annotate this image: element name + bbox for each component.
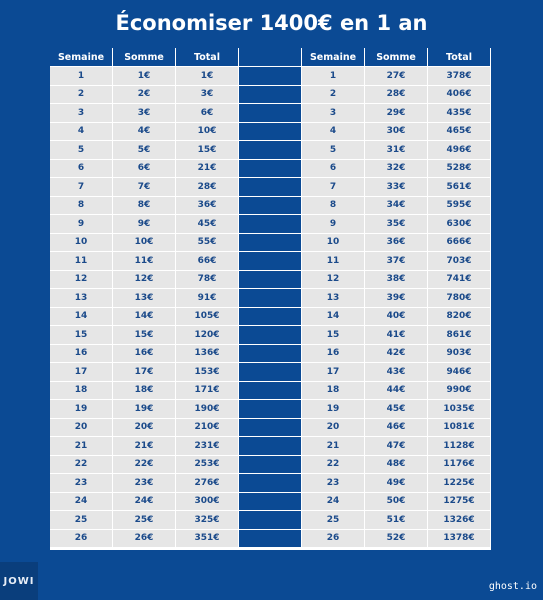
middle-divider-cell	[239, 48, 302, 67]
right-table-cell: 9	[302, 215, 365, 234]
right-table-cell: 595€	[428, 197, 491, 216]
right-table-cell: 37€	[365, 252, 428, 271]
right-table-cell: 26	[302, 530, 365, 549]
jowi-logo: JOWI	[0, 562, 38, 600]
right-table-cell: 22	[302, 456, 365, 475]
right-table-cell: 1081€	[428, 419, 491, 438]
middle-divider-cell	[239, 141, 302, 160]
right-table-cell: 13	[302, 289, 365, 308]
left-table-cell: 1€	[176, 67, 239, 86]
left-table-cell: 11	[50, 252, 113, 271]
left-header-cell: Semaine	[50, 48, 113, 67]
right-table-cell: 666€	[428, 234, 491, 253]
watermark: ghost.io	[488, 581, 537, 592]
left-table-cell: 15€	[113, 326, 176, 345]
left-table-cell: 10€	[176, 123, 239, 142]
right-table-cell: 10	[302, 234, 365, 253]
middle-divider-cell	[239, 67, 302, 86]
left-table-cell: 66€	[176, 252, 239, 271]
left-table-cell: 15€	[176, 141, 239, 160]
right-table-cell: 45€	[365, 400, 428, 419]
left-table-cell: 21€	[113, 437, 176, 456]
middle-divider-cell	[239, 178, 302, 197]
middle-divider-cell	[239, 511, 302, 530]
left-table-cell: 3	[50, 104, 113, 123]
left-table-cell: 7	[50, 178, 113, 197]
right-table-cell: 46€	[365, 419, 428, 438]
right-table-cell: 19	[302, 400, 365, 419]
right-table-cell: 43€	[365, 363, 428, 382]
left-table-cell: 10	[50, 234, 113, 253]
left-table-cell: 6	[50, 160, 113, 179]
middle-divider-cell	[239, 363, 302, 382]
right-table-cell: 24	[302, 493, 365, 512]
left-table-cell: 78€	[176, 271, 239, 290]
left-table-cell: 24	[50, 493, 113, 512]
left-table-cell: 17	[50, 363, 113, 382]
right-header-cell: Somme	[365, 48, 428, 67]
left-table-cell: 14€	[113, 308, 176, 327]
left-table-cell: 36€	[176, 197, 239, 216]
right-table-cell: 16	[302, 345, 365, 364]
left-table-cell: 253€	[176, 456, 239, 475]
right-table-cell: 1176€	[428, 456, 491, 475]
left-table-cell: 12€	[113, 271, 176, 290]
left-table-cell: 21	[50, 437, 113, 456]
right-table-cell: 25	[302, 511, 365, 530]
right-table-cell: 49€	[365, 474, 428, 493]
left-table-cell: 300€	[176, 493, 239, 512]
right-table-cell: 40€	[365, 308, 428, 327]
left-table-cell: 9€	[113, 215, 176, 234]
right-header-cell: Total	[428, 48, 491, 67]
left-table-cell: 136€	[176, 345, 239, 364]
left-table-cell: 7€	[113, 178, 176, 197]
left-table-cell: 8	[50, 197, 113, 216]
right-header-cell: Semaine	[302, 48, 365, 67]
middle-divider-cell	[239, 234, 302, 253]
right-table-cell: 35€	[365, 215, 428, 234]
left-table-cell: 8€	[113, 197, 176, 216]
right-table-cell: 29€	[365, 104, 428, 123]
right-table-cell: 38€	[365, 271, 428, 290]
middle-divider-cell	[239, 271, 302, 290]
right-table-cell: 11	[302, 252, 365, 271]
right-table-cell: 703€	[428, 252, 491, 271]
right-table-cell: 496€	[428, 141, 491, 160]
middle-divider-cell	[239, 530, 302, 549]
left-table-cell: 11€	[113, 252, 176, 271]
right-table-cell: 406€	[428, 86, 491, 105]
right-table-cell: 861€	[428, 326, 491, 345]
right-table-cell: 7	[302, 178, 365, 197]
savings-table	[50, 48, 491, 550]
left-table-cell: 91€	[176, 289, 239, 308]
right-table-cell: 27€	[365, 67, 428, 86]
left-table-cell: 3€	[113, 104, 176, 123]
left-table-cell: 55€	[176, 234, 239, 253]
right-table-cell: 780€	[428, 289, 491, 308]
middle-divider-cell	[239, 382, 302, 401]
right-table-cell: 30€	[365, 123, 428, 142]
middle-divider-cell	[239, 474, 302, 493]
middle-divider-cell	[239, 400, 302, 419]
right-table-cell: 820€	[428, 308, 491, 327]
left-table-cell: 6€	[176, 104, 239, 123]
left-table-cell: 20€	[113, 419, 176, 438]
right-table-cell: 47€	[365, 437, 428, 456]
right-table-cell: 21	[302, 437, 365, 456]
left-table-cell: 276€	[176, 474, 239, 493]
right-table-cell: 378€	[428, 67, 491, 86]
left-table-cell: 28€	[176, 178, 239, 197]
left-table-cell: 120€	[176, 326, 239, 345]
right-table-cell: 1035€	[428, 400, 491, 419]
right-table-cell: 4	[302, 123, 365, 142]
right-table-cell: 946€	[428, 363, 491, 382]
right-table-cell: 50€	[365, 493, 428, 512]
left-table-cell: 16€	[113, 345, 176, 364]
right-table-cell: 465€	[428, 123, 491, 142]
right-table-cell: 42€	[365, 345, 428, 364]
left-table-cell: 18	[50, 382, 113, 401]
right-table-cell: 990€	[428, 382, 491, 401]
left-table-cell: 19€	[113, 400, 176, 419]
left-table-cell: 190€	[176, 400, 239, 419]
right-table-cell: 41€	[365, 326, 428, 345]
middle-divider-cell	[239, 419, 302, 438]
middle-divider-cell	[239, 86, 302, 105]
right-table-cell: 903€	[428, 345, 491, 364]
savings-grid	[50, 48, 491, 548]
left-table-cell: 26€	[113, 530, 176, 549]
left-table-cell: 105€	[176, 308, 239, 327]
left-table-cell: 5	[50, 141, 113, 160]
right-table-cell: 20	[302, 419, 365, 438]
right-table-cell: 14	[302, 308, 365, 327]
middle-divider-cell	[239, 308, 302, 327]
left-table-cell: 5€	[113, 141, 176, 160]
right-table-cell: 48€	[365, 456, 428, 475]
left-table-cell: 26	[50, 530, 113, 549]
middle-divider-cell	[239, 215, 302, 234]
right-table-cell: 36€	[365, 234, 428, 253]
left-table-cell: 171€	[176, 382, 239, 401]
left-table-cell: 210€	[176, 419, 239, 438]
left-table-cell: 13€	[113, 289, 176, 308]
left-table-cell: 9	[50, 215, 113, 234]
left-table-cell: 45€	[176, 215, 239, 234]
left-table-cell: 325€	[176, 511, 239, 530]
page-title: Économiser 1400€ en 1 an	[115, 11, 428, 35]
middle-divider-cell	[239, 437, 302, 456]
left-table-cell: 2€	[113, 86, 176, 105]
left-table-cell: 19	[50, 400, 113, 419]
right-table-cell: 8	[302, 197, 365, 216]
left-table-cell: 10€	[113, 234, 176, 253]
left-table-cell: 13	[50, 289, 113, 308]
left-table-cell: 1€	[113, 67, 176, 86]
left-table-cell: 25	[50, 511, 113, 530]
right-table-cell: 630€	[428, 215, 491, 234]
right-table-cell: 1128€	[428, 437, 491, 456]
right-table-cell: 528€	[428, 160, 491, 179]
left-table-cell: 14	[50, 308, 113, 327]
right-table-cell: 23	[302, 474, 365, 493]
left-header-cell: Total	[176, 48, 239, 67]
left-table-cell: 4€	[113, 123, 176, 142]
right-table-cell: 15	[302, 326, 365, 345]
right-table-cell: 1225€	[428, 474, 491, 493]
right-table-cell: 44€	[365, 382, 428, 401]
middle-divider-cell	[239, 326, 302, 345]
left-table-cell: 18€	[113, 382, 176, 401]
right-table-cell: 28€	[365, 86, 428, 105]
middle-divider-cell	[239, 104, 302, 123]
left-table-cell: 16	[50, 345, 113, 364]
left-table-cell: 4	[50, 123, 113, 142]
right-table-cell: 435€	[428, 104, 491, 123]
left-table-cell: 15	[50, 326, 113, 345]
right-table-cell: 31€	[365, 141, 428, 160]
middle-divider-cell	[239, 160, 302, 179]
right-table-cell: 17	[302, 363, 365, 382]
left-table-cell: 3€	[176, 86, 239, 105]
left-header-cell: Somme	[113, 48, 176, 67]
left-table-cell: 351€	[176, 530, 239, 549]
left-table-cell: 25€	[113, 511, 176, 530]
left-table-cell: 153€	[176, 363, 239, 382]
left-table-cell: 231€	[176, 437, 239, 456]
middle-divider-cell	[239, 345, 302, 364]
middle-divider-cell	[239, 197, 302, 216]
middle-divider-cell	[239, 123, 302, 142]
right-table-cell: 1275€	[428, 493, 491, 512]
left-table-cell: 2	[50, 86, 113, 105]
left-table-cell: 22€	[113, 456, 176, 475]
right-table-cell: 51€	[365, 511, 428, 530]
right-table-cell: 5	[302, 141, 365, 160]
right-table-cell: 1	[302, 67, 365, 86]
left-table-cell: 20	[50, 419, 113, 438]
right-table-cell: 34€	[365, 197, 428, 216]
left-table-cell: 23	[50, 474, 113, 493]
left-table-cell: 12	[50, 271, 113, 290]
right-table-cell: 1326€	[428, 511, 491, 530]
left-table-cell: 6€	[113, 160, 176, 179]
left-table-cell: 21€	[176, 160, 239, 179]
right-table-cell: 6	[302, 160, 365, 179]
right-table-cell: 741€	[428, 271, 491, 290]
middle-divider-cell	[239, 493, 302, 512]
middle-divider-cell	[239, 456, 302, 475]
middle-divider-cell	[239, 289, 302, 308]
right-table-cell: 561€	[428, 178, 491, 197]
right-table-cell: 33€	[365, 178, 428, 197]
left-table-cell: 23€	[113, 474, 176, 493]
right-table-cell: 2	[302, 86, 365, 105]
right-table-cell: 12	[302, 271, 365, 290]
right-table-cell: 32€	[365, 160, 428, 179]
middle-divider-cell	[239, 252, 302, 271]
right-table-cell: 18	[302, 382, 365, 401]
right-table-cell: 3	[302, 104, 365, 123]
right-table-cell: 1378€	[428, 530, 491, 549]
right-table-cell: 52€	[365, 530, 428, 549]
left-table-cell: 24€	[113, 493, 176, 512]
right-table-cell: 39€	[365, 289, 428, 308]
left-table-cell: 22	[50, 456, 113, 475]
left-table-cell: 17€	[113, 363, 176, 382]
left-table-cell: 1	[50, 67, 113, 86]
